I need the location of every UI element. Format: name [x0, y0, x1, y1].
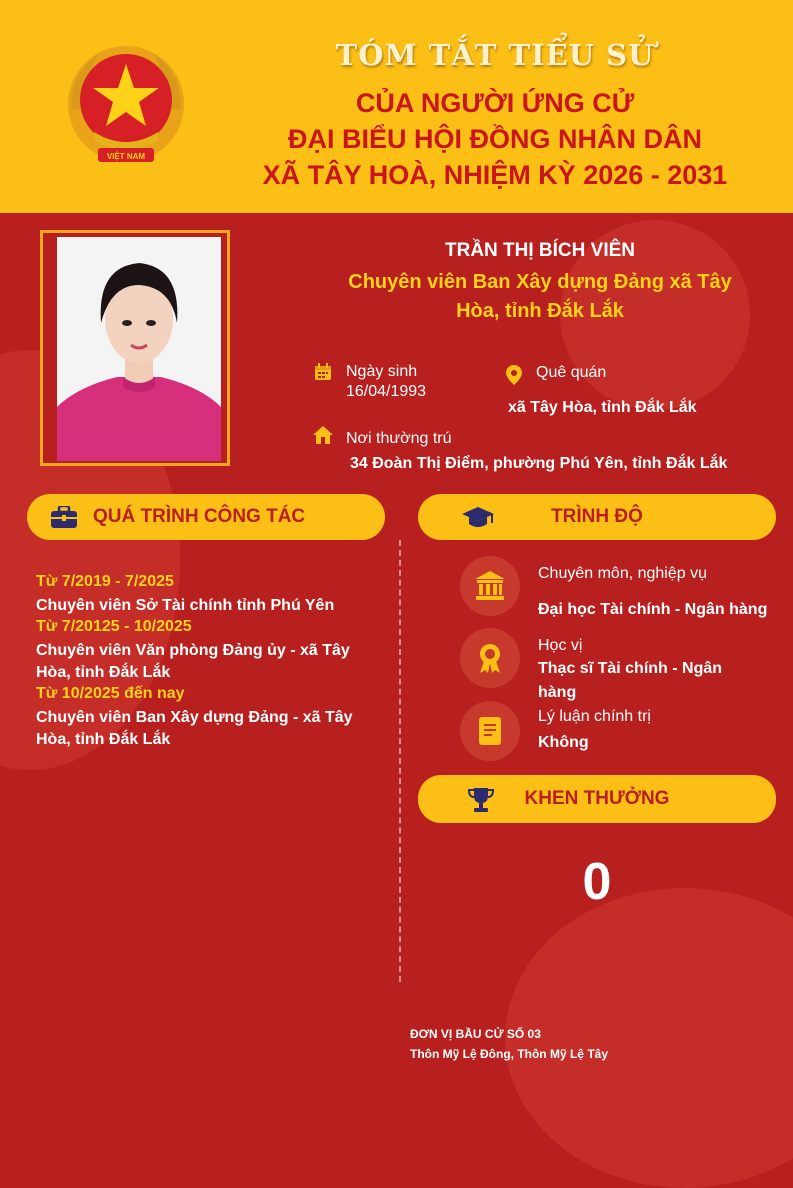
education-heading [418, 494, 776, 540]
hometown-label: Quê quán [536, 364, 607, 381]
education-value: Đại học Tài chính - Ngân hàng [538, 601, 768, 618]
work-period: Từ 7/2019 - 7/2025 [36, 573, 174, 590]
home-icon [313, 426, 333, 449]
work-history-title: QUÁ TRÌNH CÔNG TÁC [93, 506, 306, 527]
work-description: Chuyên viên Văn phòng Đảng ủy - xã Tây Hòa, tỉnh Đắk Lắk [36, 642, 350, 681]
subtitle-line-1: CỦA NGƯỜI ỨNG CỬ [355, 88, 635, 118]
work-period: Từ 7/20125 - 10/2025 [36, 618, 192, 635]
subtitle-line-3: XÃ TÂY HOÀ, NHIỆM KỲ 2026 - 2031 [262, 160, 728, 190]
education-label: Chuyên môn, nghiệp vụ [538, 565, 707, 582]
electoral-villages: Thôn Mỹ Lệ Đông, Thôn Mỹ Lệ Tây [410, 1047, 608, 1061]
birth-date-value: 16/04/1993 [346, 383, 427, 400]
subtitle-line-2: ĐẠI BIỂU HỘI ĐỒNG NHÂN DÂN [287, 124, 702, 154]
award-count: 0 [582, 853, 612, 911]
education-title: TRÌNH ĐỘ [551, 506, 643, 527]
calendar-icon [314, 363, 332, 386]
awards-heading [418, 775, 776, 823]
education-label: Lý luận chính trị [538, 708, 651, 725]
location-pin-icon [506, 365, 522, 390]
education-value: Không [538, 734, 589, 751]
decorative-circle [505, 888, 793, 1188]
work-period: Từ 10/2025 đến nay [36, 685, 185, 702]
electoral-unit: ĐƠN VỊ BẦU CỬ SỐ 03 [410, 1027, 541, 1041]
page-title: TÓM TẮT TIỂU SỬ [335, 38, 655, 72]
header-banner [0, 0, 793, 213]
national-emblem-icon [58, 40, 194, 176]
residence-value: 34 Đoàn Thị Điểm, phường Phú Yên, tỉnh Đắk Lắk [350, 455, 728, 472]
briefcase-icon [51, 506, 77, 528]
awards-title: KHEN THƯỞNG [524, 788, 670, 809]
candidate-photo [57, 237, 221, 461]
education-label: Học vị [538, 637, 583, 654]
award-medal-icon [460, 628, 520, 688]
hometown-value: xã Tây Hòa, tỉnh Đắk Lắk [508, 399, 697, 416]
work-description: Chuyên viên Sở Tài chính tỉnh Phú Yên [36, 597, 335, 614]
birth-date-label: Ngày sinh [346, 363, 418, 380]
book-icon [460, 701, 520, 761]
candidate-position: Chuyên viên Ban Xây dựng Đảng xã Tây Hòa, tỉnh Đắk Lắk [348, 271, 732, 322]
work-description: Chuyên viên Ban Xây dựng Đảng - xã Tây Hòa, tỉnh Đắk Lắk [36, 709, 353, 748]
residence-label: Nơi thường trú [346, 430, 452, 447]
institution-icon [460, 556, 520, 616]
work-history-heading [27, 494, 385, 540]
candidate-name: TRẦN THỊ BÍCH VIÊN [445, 240, 635, 261]
svg-text:VIỆT NAM: VIỆT NAM [106, 152, 146, 161]
education-value: Thạc sĩ Tài chính - Ngân hàng [538, 660, 723, 701]
candidate-photo-frame [40, 230, 230, 466]
column-divider [399, 540, 401, 982]
